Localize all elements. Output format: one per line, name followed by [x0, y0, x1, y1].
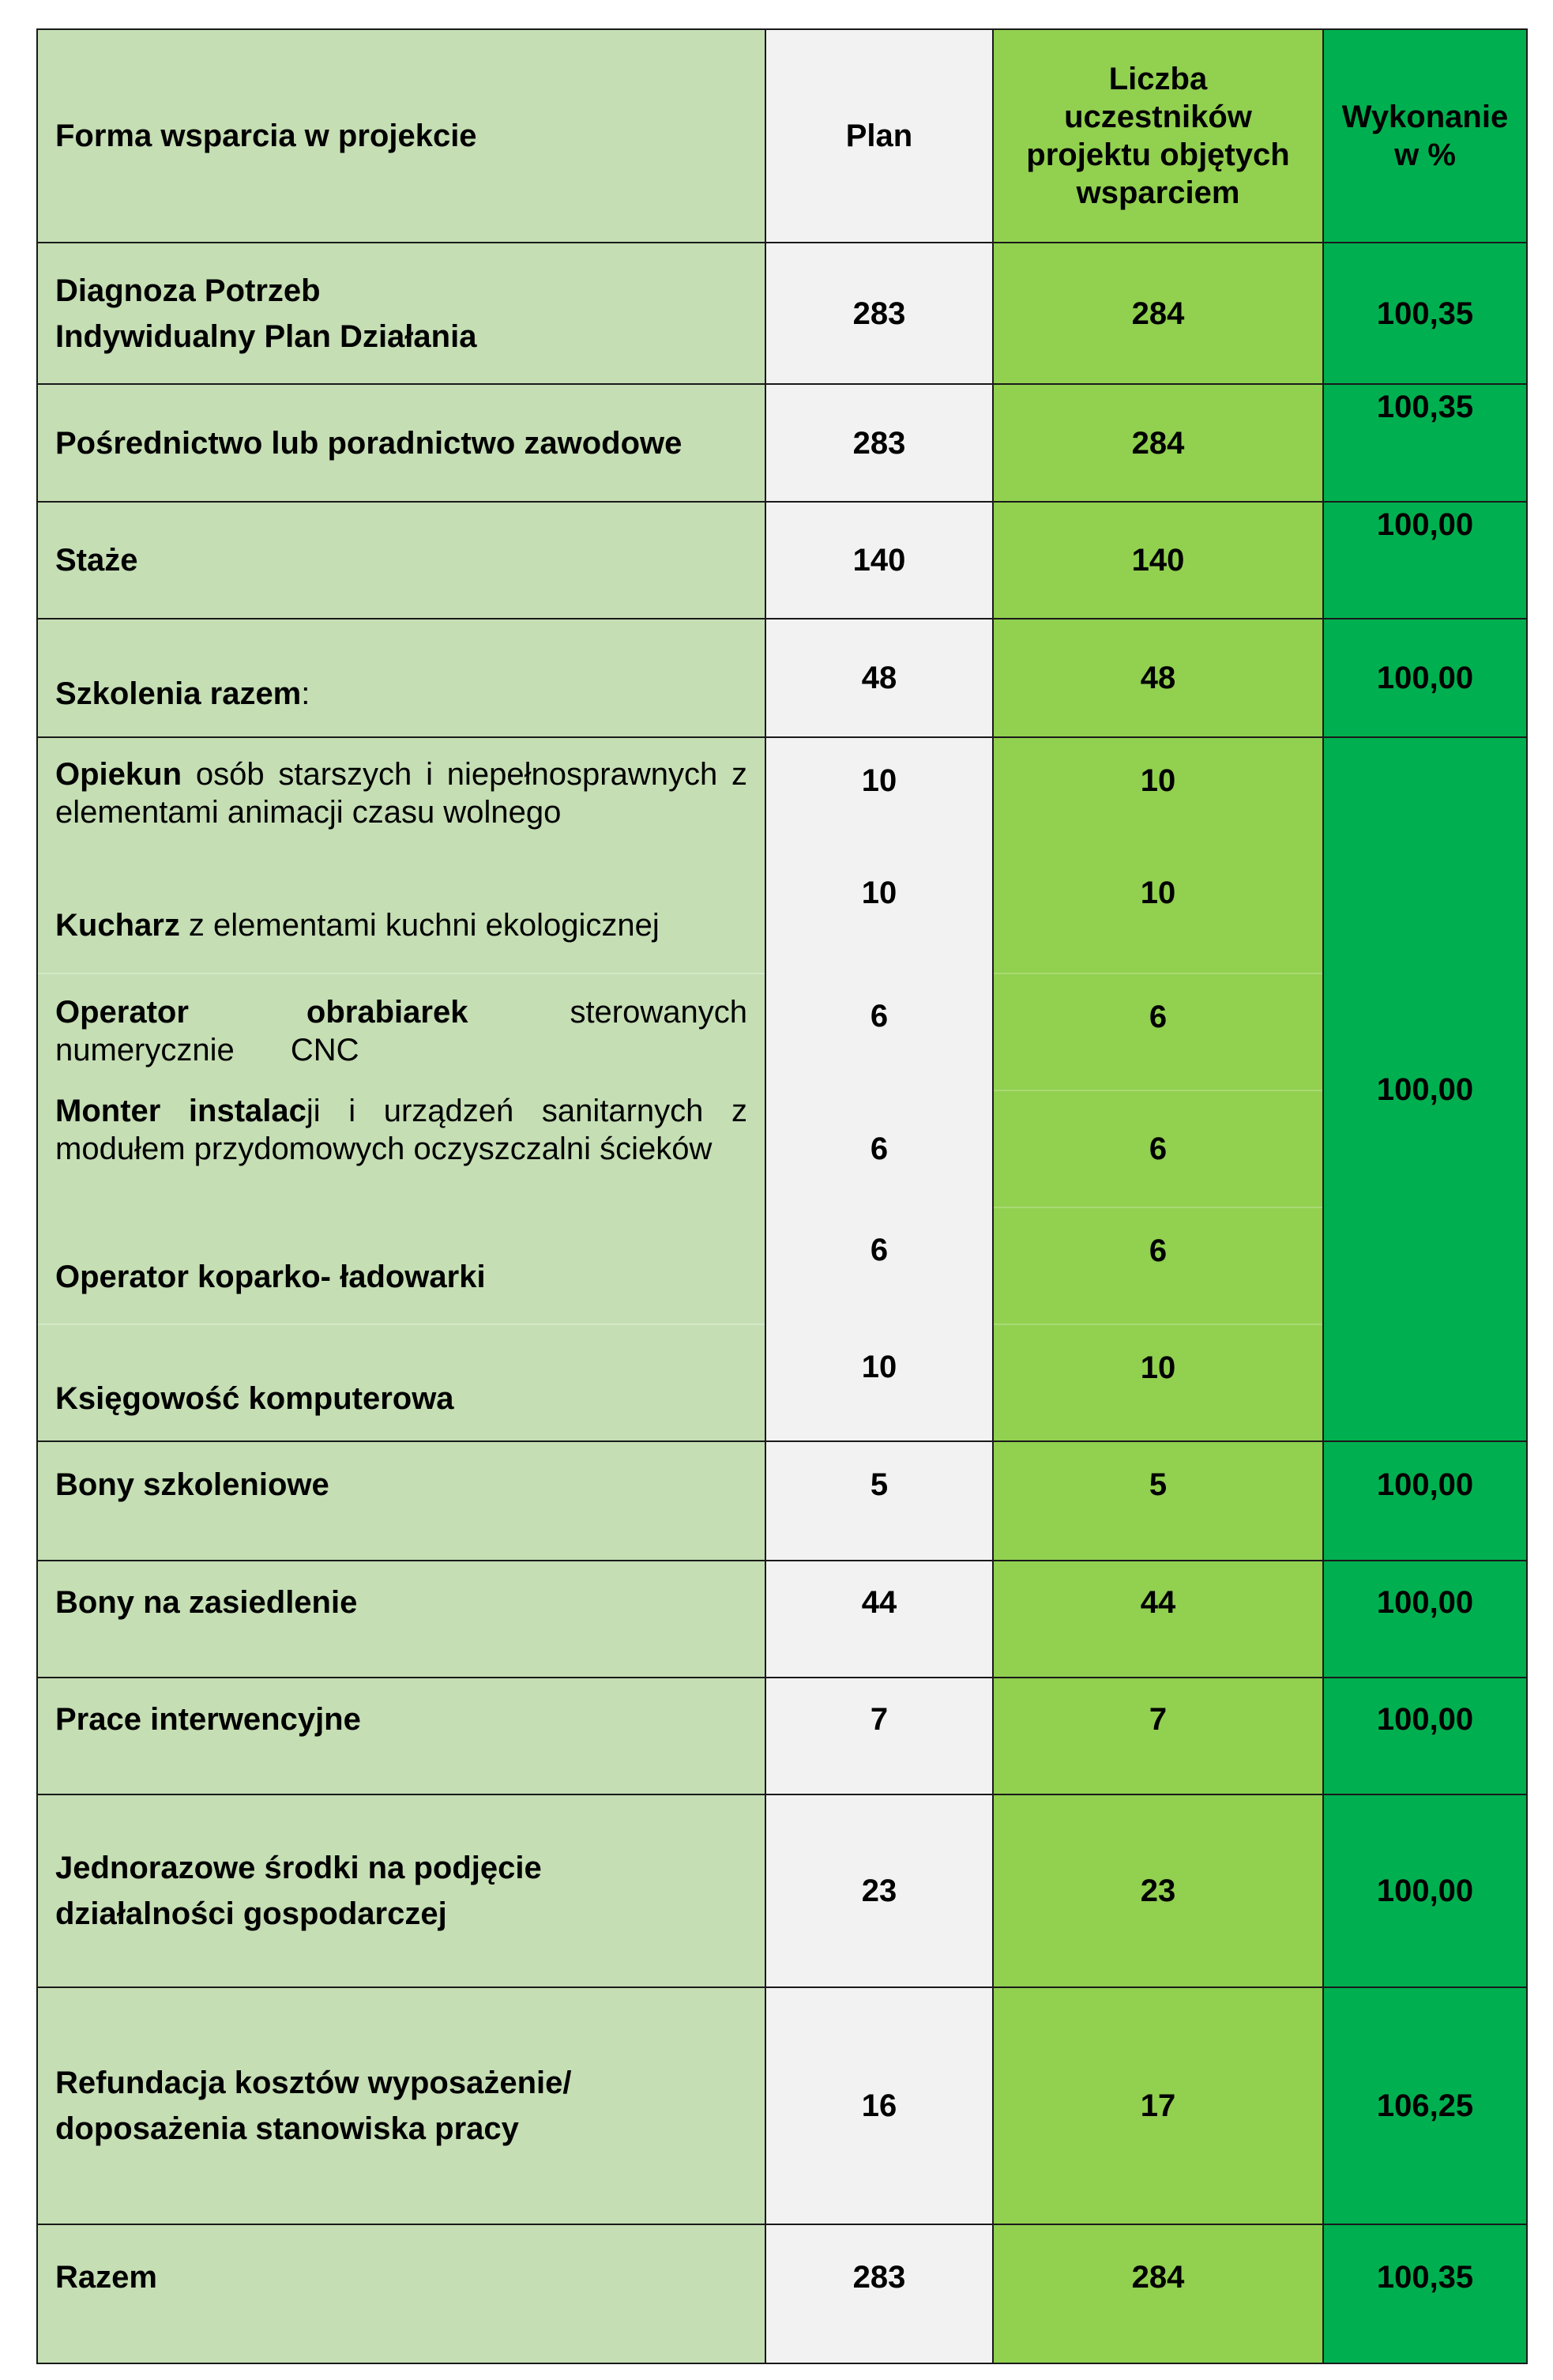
participants-value: 7 — [993, 1678, 1323, 1794]
row-cnc — [37, 973, 1527, 1090]
row-label: Prace interwencyjne — [37, 1678, 765, 1794]
header-plan: Plan — [765, 29, 993, 243]
row-bony-szkoleniowe — [37, 1441, 1527, 1561]
training-execution-value: 100,00 — [1323, 737, 1527, 1441]
row-kucharz — [37, 857, 1527, 973]
row-label: Operator obrabiarek sterowanych numerycznie CNC — [37, 973, 765, 1090]
row-diagnoza — [37, 243, 1527, 384]
plan-value: 23 — [765, 1794, 993, 1987]
row-razem — [37, 2224, 1527, 2363]
execution-value: 100,00 — [1323, 1678, 1527, 1794]
participants-value: 44 — [993, 1561, 1323, 1678]
row-label: Refundacja kosztów wyposażenie/ doposażenia stanowiska pracy — [37, 1987, 765, 2224]
header-participants: Liczba uczestników projektu objętych wsparciem — [993, 29, 1323, 243]
participants-value: 17 — [993, 1987, 1323, 2224]
participants-value: 10 — [993, 857, 1323, 973]
row-label: Staże — [37, 502, 765, 619]
plan-value: 283 — [765, 2224, 993, 2363]
row-label: Diagnoza Potrzeb Indywidualny Plan Działania — [37, 243, 765, 384]
row-label: Opiekun osób starszych i niepełnosprawnych z elementami animacji czasu wolnego — [37, 737, 765, 857]
plan-value: 10 — [765, 857, 993, 973]
row-label: Razem — [37, 2224, 765, 2363]
row-label: Bony szkoleniowe — [37, 1441, 765, 1561]
participants-value: 10 — [993, 737, 1323, 857]
row-label: Jednorazowe środki na podjęcie działalności gospodarczej — [37, 1794, 765, 1987]
participants-value: 23 — [993, 1794, 1323, 1987]
execution-value: 100,00 — [1323, 1561, 1527, 1678]
execution-value: 100,00 — [1323, 1441, 1527, 1561]
plan-value: 6 — [765, 1090, 993, 1207]
plan-value: 16 — [765, 1987, 993, 2224]
plan-value: 140 — [765, 502, 993, 619]
row-prace-interwencyjne — [37, 1678, 1527, 1794]
execution-value: 100,00 — [1323, 1794, 1527, 1987]
row-label: Szkolenia razem: — [37, 619, 765, 737]
plan-value: 6 — [765, 973, 993, 1090]
row-opiekun — [37, 737, 1527, 857]
execution-value: 100,00 — [1323, 502, 1527, 619]
execution-value: 100,35 — [1323, 243, 1527, 384]
participants-value: 140 — [993, 502, 1323, 619]
support-forms-table — [36, 28, 1528, 2364]
row-refundacja — [37, 1987, 1527, 2224]
row-szkolenia — [37, 619, 1527, 737]
participants-value: 284 — [993, 2224, 1323, 2363]
row-label: Operator koparko- ładowarki — [37, 1207, 765, 1324]
row-label: Monter instalacji i urządzeń sanitarnych z modułem przydomowych oczyszczalni ścieków — [37, 1090, 765, 1207]
participants-value: 6 — [993, 973, 1323, 1090]
plan-value: 44 — [765, 1561, 993, 1678]
row-jednorazowe — [37, 1794, 1527, 1987]
plan-value: 5 — [765, 1441, 993, 1561]
header-execution: Wykonanie w % — [1323, 29, 1527, 243]
plan-value: 10 — [765, 737, 993, 857]
execution-value: 100,35 — [1323, 2224, 1527, 2363]
row-label: Bony na zasiedlenie — [37, 1561, 765, 1678]
plan-value: 283 — [765, 384, 993, 502]
header-row — [37, 29, 1527, 243]
row-label: Księgowość komputerowa — [37, 1324, 765, 1441]
execution-value: 106,25 — [1323, 1987, 1527, 2224]
header-form: Forma wsparcia w projekcie — [37, 29, 765, 243]
plan-value: 48 — [765, 619, 993, 737]
plan-value: 7 — [765, 1678, 993, 1794]
participants-value: 6 — [993, 1090, 1323, 1207]
participants-value: 284 — [993, 243, 1323, 384]
row-label: Pośrednictwo lub poradnictwo zawodowe — [37, 384, 765, 502]
row-posrednictwo — [37, 384, 1527, 502]
row-label: Kucharz z elementami kuchni ekologicznej — [37, 857, 765, 973]
participants-value: 284 — [993, 384, 1323, 502]
plan-value: 10 — [765, 1324, 993, 1441]
row-bony-zasiedlenie — [37, 1561, 1527, 1678]
plan-value: 6 — [765, 1207, 993, 1324]
plan-value: 283 — [765, 243, 993, 384]
execution-value: 100,00 — [1323, 619, 1527, 737]
execution-value: 100,35 — [1323, 384, 1527, 502]
participants-value: 6 — [993, 1207, 1323, 1324]
row-monter — [37, 1090, 1527, 1207]
participants-value: 10 — [993, 1324, 1323, 1441]
participants-value: 5 — [993, 1441, 1323, 1561]
participants-value: 48 — [993, 619, 1323, 737]
row-ksiegowosc — [37, 1324, 1527, 1441]
row-staze — [37, 502, 1527, 619]
row-koparka — [37, 1207, 1527, 1324]
